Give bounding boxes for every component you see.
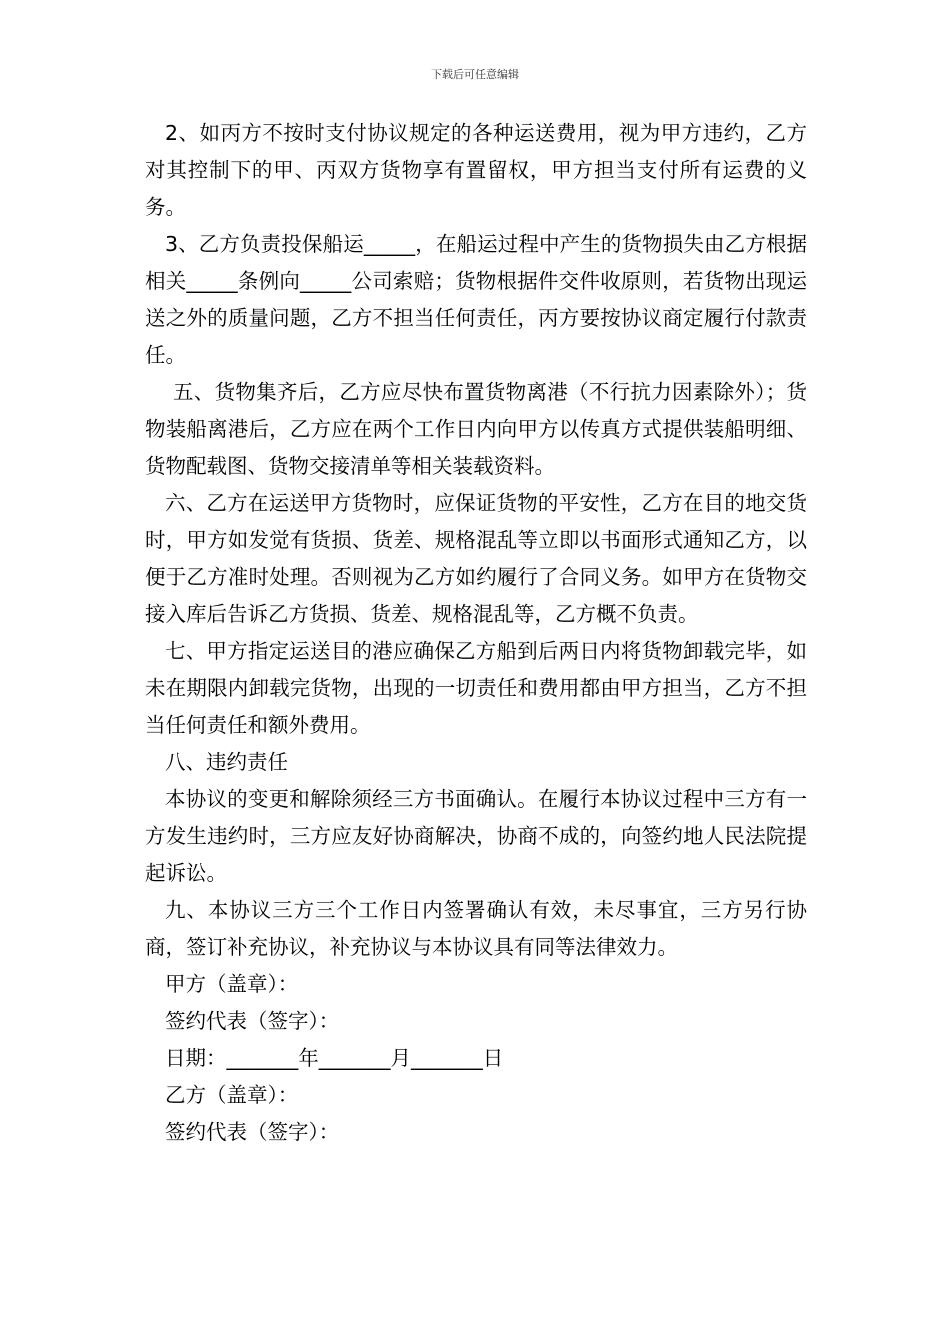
party-a-representative: 签约代表（签字）： xyxy=(165,1009,340,1033)
clause-2-payment: 2、如丙方不按时支付协议规定的各种运送费用，视为甲方违约，乙方对其控制下的甲、丙双方货物享有置留权，甲方担当支付所有运费的义务。 xyxy=(145,121,807,219)
section-8-breach: 本协议的变更和解除须经三方书面确认。在履行本协议过程中三方有一方发生违约时，三方应友好协商解决，协商不成的，向签约地人民法院提起诉讼。 xyxy=(145,787,807,885)
section-9-effectiveness: 九、本协议三方三个工作日内签署确认有效，未尽事宜，三方另行协商，签订补充协议，补充协议与本协议具有同等法律效力。 xyxy=(145,898,807,959)
section-8-heading: 八、违约责任 xyxy=(165,750,288,774)
clause-3-insurance: 3、乙方负责投保船运_____，在船运过程中产生的货物损失由乙方根据相关_____条例向_____公司索赔；货物根据件交件收原则，若货物出现运送之外的质量问题，乙方不担当任何责任，丙方要按协议商定履行付款责任。 xyxy=(145,232,807,367)
section-6-delivery: 六、乙方在运送甲方货物时，应保证货物的平安性，乙方在目的地交货时，甲方如发觉有货损、货差、规格混乱等立即以书面形式通知乙方，以便于乙方准时处理。否则视为乙方如约履行了合同义务。如甲方在货物交接入库后告诉乙方货损、货差、规格混乱等，乙方概不负责。 xyxy=(145,491,807,626)
document-body xyxy=(145,115,807,1151)
party-b-representative: 签约代表（签字）： xyxy=(165,1120,340,1144)
page-header: 下载后可任意编辑 xyxy=(431,68,519,81)
section-5-departure: 五、货物集齐后，乙方应尽快布置货物离港（不行抗力因素除外）；货物装船离港后，乙方应在两个工作日内向甲方以传真方式提供装船明细、货物配载图、货物交接清单等相关装载资料。 xyxy=(145,380,807,478)
party-b-seal: 乙方（盖章）： xyxy=(165,1083,299,1107)
signing-date: 日期：_______年_______月_______日 xyxy=(165,1046,504,1070)
section-7-unloading: 七、甲方指定运送目的港应确保乙方船到后两日内将货物卸载完毕，如未在期限内卸载完货物，出现的一切责任和费用都由甲方担当，乙方不担当任何责任和额外费用。 xyxy=(145,639,807,737)
party-a-seal: 甲方（盖章）： xyxy=(165,972,299,996)
